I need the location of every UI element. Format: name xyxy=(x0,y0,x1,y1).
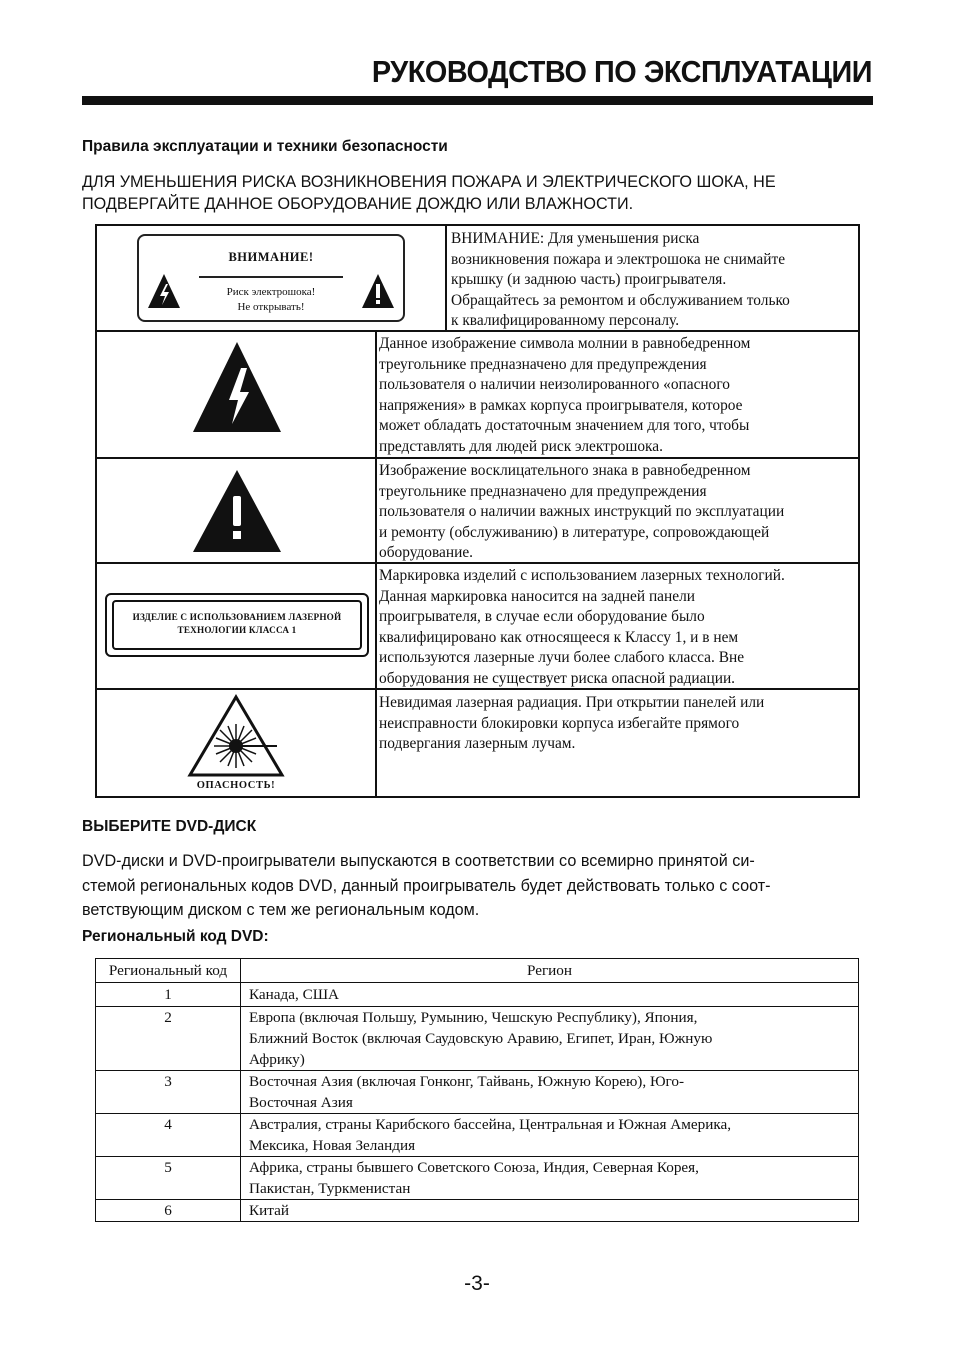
safety-warning-line: ДЛЯ УМЕНЬШЕНИЯ РИСКА ВОЗНИКНОВЕНИЯ ПОЖАРА И ЭЛЕКТРИЧЕСКОГО ШОКА, НЕ xyxy=(82,173,776,191)
text-line: треугольнике предназначено для предупреждения xyxy=(379,482,707,500)
text-line: Данное изображение символа молнии в равнобедренном xyxy=(379,335,751,352)
table-divider xyxy=(445,226,447,330)
region-name xyxy=(241,1071,859,1114)
region-line: Пакистан, Туркменистан xyxy=(249,1180,411,1197)
region-line: Австралия, страны Карибского бассейна, Центральная и Южная Америка, xyxy=(249,1116,732,1133)
caution-cell xyxy=(97,226,445,330)
exclamation-triangle-icon xyxy=(191,468,283,554)
text-line: представлять для людей риск электрошока. xyxy=(379,437,663,455)
text-line: Данная маркировка наносится на задней панели xyxy=(379,587,695,605)
text-line: крышку (и заднюю часть) проигрывателя. xyxy=(451,271,727,289)
text-line: неисправности блокировки корпуса избегайте прямого xyxy=(379,714,740,732)
text-line: напряжения» в рамках корпуса проигрывателя, которое xyxy=(379,396,743,414)
warning-table xyxy=(95,224,860,798)
table-row xyxy=(96,1157,859,1200)
dvd-body-line: ветствующим диском с тем же региональным кодом. xyxy=(82,901,480,919)
caution-label-rule xyxy=(199,276,343,278)
text-line: подвергания лазерным лучам. xyxy=(379,735,576,753)
region-line: Африку) xyxy=(249,1051,305,1068)
table-row xyxy=(96,1007,859,1071)
lightning-triangle-icon xyxy=(191,340,283,434)
page-number: -3- xyxy=(464,1272,490,1295)
column-header-region: Регион xyxy=(241,959,859,983)
caution-label-line: Риск электрошока! xyxy=(226,286,316,298)
region-line: Ближний Восток (включая Саудовскую Аравию, Египет, Иран, Южную xyxy=(249,1030,713,1047)
region-table xyxy=(95,958,859,1222)
region-name xyxy=(241,1200,859,1222)
table-row xyxy=(96,1071,859,1114)
text-line: возникновения пожара и электрошока не снимайте xyxy=(451,250,786,268)
text-line: Обращайтесь за ремонтом и обслуживанием только xyxy=(451,291,790,309)
caution-label-title: ВНИМАНИЕ! xyxy=(228,250,314,264)
region-name xyxy=(241,983,859,1007)
lightning-warning-icon xyxy=(147,272,181,310)
region-name xyxy=(241,1157,859,1200)
text-line: используются лазерные лучи более слабого класса. Вне xyxy=(379,649,745,667)
table-header-row xyxy=(96,959,859,983)
text-line: может обладать достаточным значением для того, чтобы xyxy=(379,417,750,435)
dvd-body-line: стемой региональных кодов DVD, данный проигрыватель будет действовать только с соот- xyxy=(82,876,771,895)
text-line: Маркировка изделий с использованием лазерных технологий. xyxy=(379,567,785,584)
laser-class-label-line: ИЗДЕЛИЕ С ИСПОЛЬЗОВАНИЕМ ЛАЗЕРНОЙ xyxy=(132,612,342,622)
title-rule xyxy=(82,96,873,105)
region-line: Европа (включая Польшу, Румынию, Чешскую Республику), Япония, xyxy=(249,1009,698,1026)
table-row xyxy=(96,1200,859,1222)
text-line: ВНИМАНИЕ: Для уменьшения риска xyxy=(451,230,700,247)
text-line: квалифицировано как относящееся к Классу 1, и в нем xyxy=(379,628,739,646)
caution-label-line: Не открывать! xyxy=(237,301,305,313)
region-name xyxy=(241,1007,859,1071)
laser-radiation-icon xyxy=(187,694,285,778)
safety-warning-line: ПОДВЕРГАЙТЕ ДАННОЕ ОБОРУДОВАНИЕ ДОЖДЮ ИЛИ ВЛАЖНОСТИ. xyxy=(82,195,634,213)
region-code: 1 xyxy=(96,983,241,1007)
exclamation-text xyxy=(379,461,784,564)
region-line: Африка, страны бывшего Советского Союза, Индия, Северная Корея, xyxy=(249,1159,699,1176)
dvd-body xyxy=(82,849,874,923)
text-line: и ремонту (обслуживанию) в литературе, сопровождающей xyxy=(379,523,770,541)
table-row xyxy=(96,983,859,1007)
region-code: 3 xyxy=(96,1071,241,1114)
region-line: Мексика, Новая Зеландия xyxy=(249,1137,416,1154)
caution-text xyxy=(451,229,790,332)
region-code: 2 xyxy=(96,1007,241,1071)
text-line: пользователя о наличии неизолированного «опасного xyxy=(379,376,730,394)
text-line: треугольнике предназначено для предупреждения xyxy=(379,355,707,373)
column-header-code: Региональный код xyxy=(96,959,241,983)
laser-text xyxy=(379,566,785,690)
page-title: РУКОВОДСТВО ПО ЭКСПЛУАТАЦИИ xyxy=(371,54,872,89)
region-line: Канада, США xyxy=(249,986,340,1003)
region-code: 6 xyxy=(96,1200,241,1222)
lightning-text xyxy=(379,334,750,458)
region-line: Восточная Азия xyxy=(249,1094,353,1111)
table-divider xyxy=(375,330,377,796)
text-line: Изображение восклицательного знака в равнобедренном xyxy=(379,462,751,479)
region-code: 4 xyxy=(96,1114,241,1157)
exclamation-warning-icon xyxy=(361,272,395,310)
region-heading: Региональный код DVD: xyxy=(82,928,269,945)
safety-warning xyxy=(82,171,874,215)
table-row xyxy=(96,1114,859,1157)
region-code: 5 xyxy=(96,1157,241,1200)
laser-label-cell xyxy=(97,564,375,688)
dvd-body-line: DVD-диски и DVD-проигрыватели выпускаются в соответствии со всемирно принятой си- xyxy=(82,852,755,870)
region-line: Китай xyxy=(249,1202,289,1219)
text-line: проигрывателя, в случае если оборудование было xyxy=(379,608,705,626)
text-line: оборудование. xyxy=(379,544,474,562)
text-line: оборудования не существует риска опасной радиации. xyxy=(379,669,736,687)
danger-label: ОПАСНОСТЬ! xyxy=(196,780,276,791)
laser-class-label-inner xyxy=(112,600,362,650)
laser-class-label-line: ТЕХНОЛОГИИ КЛАССА 1 xyxy=(177,625,297,635)
region-line: Восточная Азия (включая Гонконг, Тайвань, Южную Корею), Юго- xyxy=(249,1073,685,1090)
region-name xyxy=(241,1114,859,1157)
radiation-text xyxy=(379,693,764,755)
text-line: пользователя о наличии важных инструкций по эксплуатации xyxy=(379,503,785,521)
laser-class-label xyxy=(105,593,369,657)
text-line: Невидимая лазерная радиация. При открытии панелей или xyxy=(379,694,765,711)
danger-cell xyxy=(183,694,289,798)
text-line: к квалифицированному персоналу. xyxy=(451,312,680,330)
caution-label xyxy=(137,234,405,322)
safety-heading: Правила эксплуатации и техники безопасности xyxy=(82,138,448,155)
dvd-heading: ВЫБЕРИТЕ DVD-ДИСК xyxy=(82,818,257,835)
